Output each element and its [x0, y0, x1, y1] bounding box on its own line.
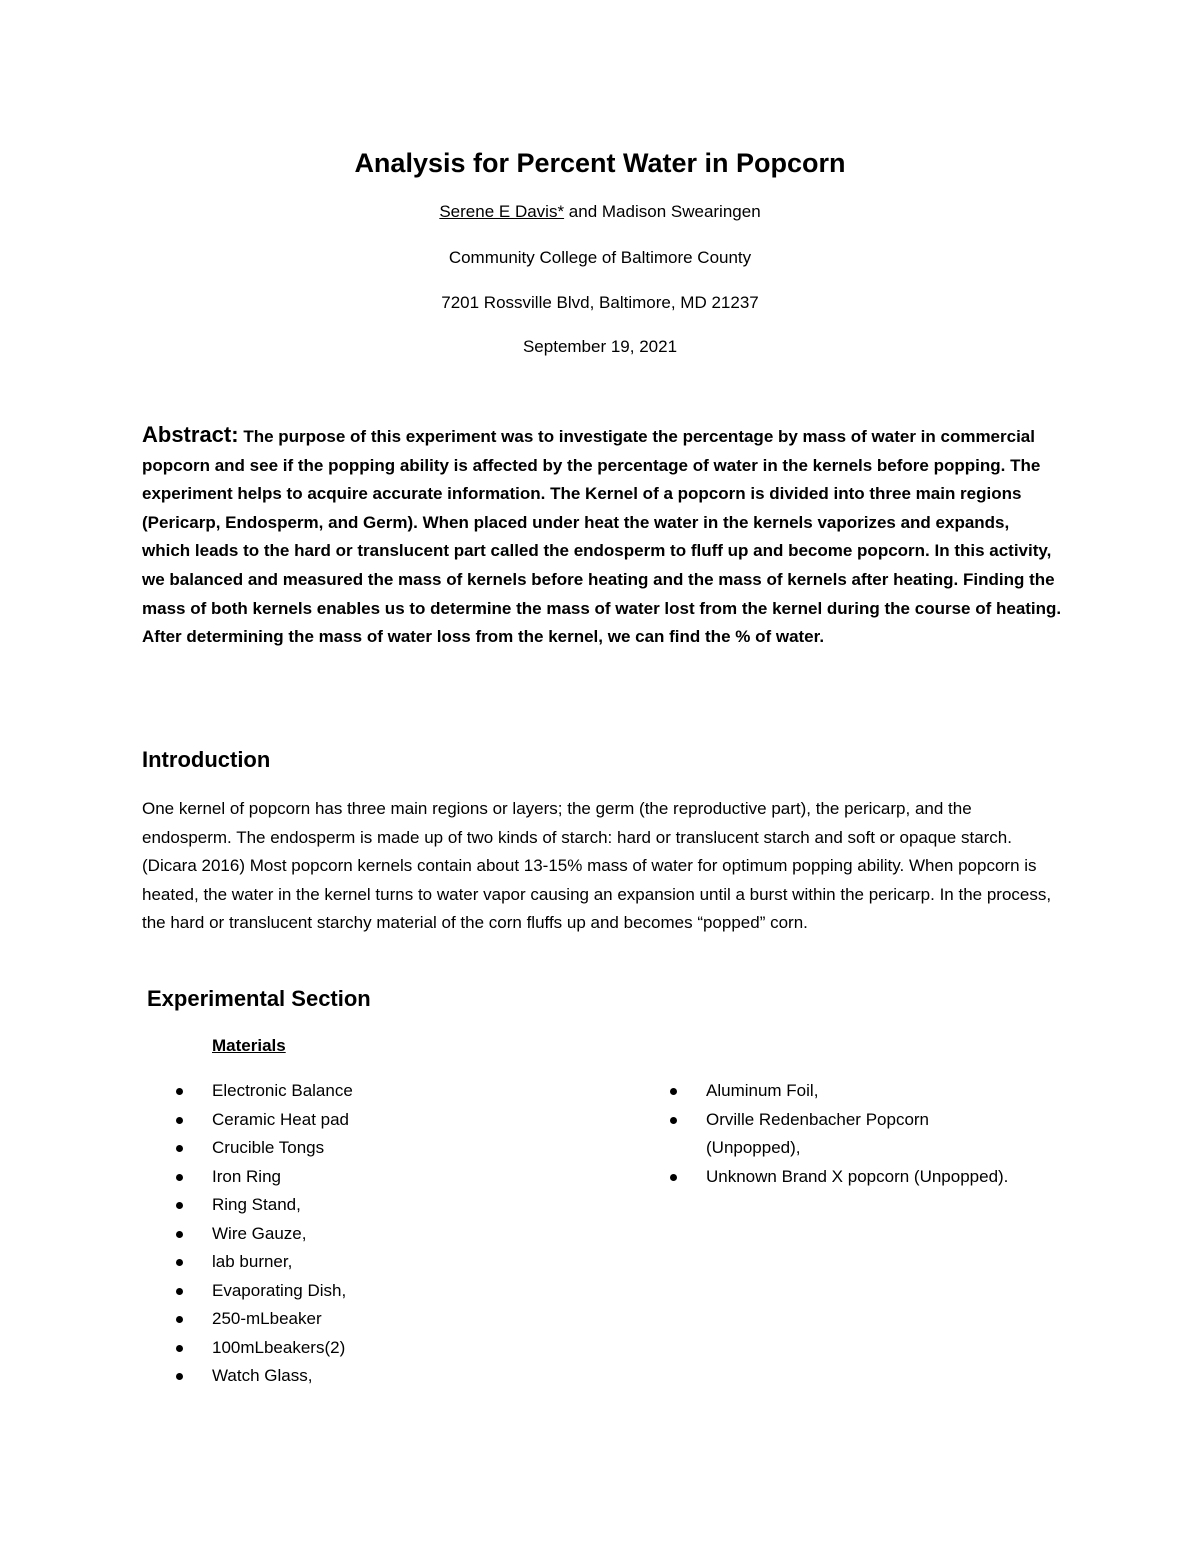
abstract-label: Abstract: — [142, 422, 239, 447]
institution: Community College of Baltimore County — [448, 248, 752, 267]
bullet-icon — [176, 1345, 183, 1352]
paper-title: Analysis for Percent Water in Popcorn — [354, 148, 846, 178]
bullet-icon — [670, 1174, 677, 1181]
bullet-icon — [176, 1088, 183, 1095]
bullet-icon — [176, 1316, 183, 1323]
abstract-text: The purpose of this experiment was to investigate the percentage by mass of water in commercial popcorn and see if the popping ability is affected by the percentage of water in the kernels before popping. The experiment helps to acquire accurate information. The Kernel of a popcorn is divided into three main regions (Pericarp, Endosperm, and Germ). When placed under heat the water in the kernels vaporizes and expands, which leads to the hard or translucent part called the endosperm to fluff up and become popcorn. In this activity, we balanced and measured the mass of kernels before heating and the mass of kernels after heating. Finding the mass of both kernels enables us to determine the mass of water lost from the kernel during the course of heating. After determining the mass of water loss from the kernel, we can find the % of water. — [142, 427, 1062, 647]
bullet-icon — [176, 1174, 183, 1181]
bullet-icon — [176, 1117, 183, 1124]
list-item: Ceramic Heat pad — [175, 1106, 575, 1135]
materials-title: Materials — [212, 1036, 286, 1055]
author-joiner: and — [564, 202, 602, 221]
bullet-icon — [176, 1259, 183, 1266]
list-item: Unknown Brand X popcorn (Unpopped). — [669, 1163, 1089, 1192]
list-item: Watch Glass, — [175, 1362, 575, 1391]
bullet-icon — [176, 1202, 183, 1209]
list-item: Wire Gauze, — [175, 1220, 575, 1249]
list-item: Orville Redenbacher Popcorn (Unpopped), — [669, 1106, 1006, 1163]
author-line — [0, 200, 1200, 224]
materials-list-left — [175, 1077, 575, 1391]
bullet-icon — [670, 1088, 677, 1095]
bullet-icon — [176, 1145, 183, 1152]
abstract — [142, 421, 1062, 652]
list-item: Iron Ring — [175, 1163, 575, 1192]
address: 7201 Rossville Blvd, Baltimore, MD 21237 — [441, 293, 759, 312]
materials-list-right — [669, 1077, 1089, 1191]
list-item: Evaporating Dish, — [175, 1277, 575, 1306]
experimental-heading: Experimental Section — [147, 986, 371, 1011]
list-item: 250-mLbeaker — [175, 1305, 575, 1334]
list-item: lab burner, — [175, 1248, 575, 1277]
bullet-icon — [670, 1117, 677, 1124]
list-item: Electronic Balance — [175, 1077, 575, 1106]
list-item: Crucible Tongs — [175, 1134, 575, 1163]
introduction-heading: Introduction — [142, 747, 271, 772]
list-item: 100mLbeakers(2) — [175, 1334, 575, 1363]
secondary-author: Madison Swearingen — [601, 202, 761, 221]
list-item: Aluminum Foil, — [669, 1077, 1089, 1106]
bullet-icon — [176, 1373, 183, 1380]
primary-author: Serene E Davis* — [439, 202, 565, 221]
list-item: Ring Stand, — [175, 1191, 575, 1220]
bullet-icon — [176, 1231, 183, 1238]
bullet-icon — [176, 1288, 183, 1295]
date: September 19, 2021 — [522, 337, 678, 356]
introduction-text: One kernel of popcorn has three main regions or layers; the germ (the reproductive part), the pericarp, and the endosperm. The endosperm is made up of two kinds of starch: hard or translucent starch and soft or opaque starch. (Dicara 2016) Most popcorn kernels contain about 13-15% mass of water for optimum popping ability. When popcorn is heated, the water in the kernel turns to water vapor causing an expansion until a burst within the pericarp. In the process, the hard or translucent starchy material of the corn fluffs up and becomes “popped” corn. — [142, 799, 1052, 933]
